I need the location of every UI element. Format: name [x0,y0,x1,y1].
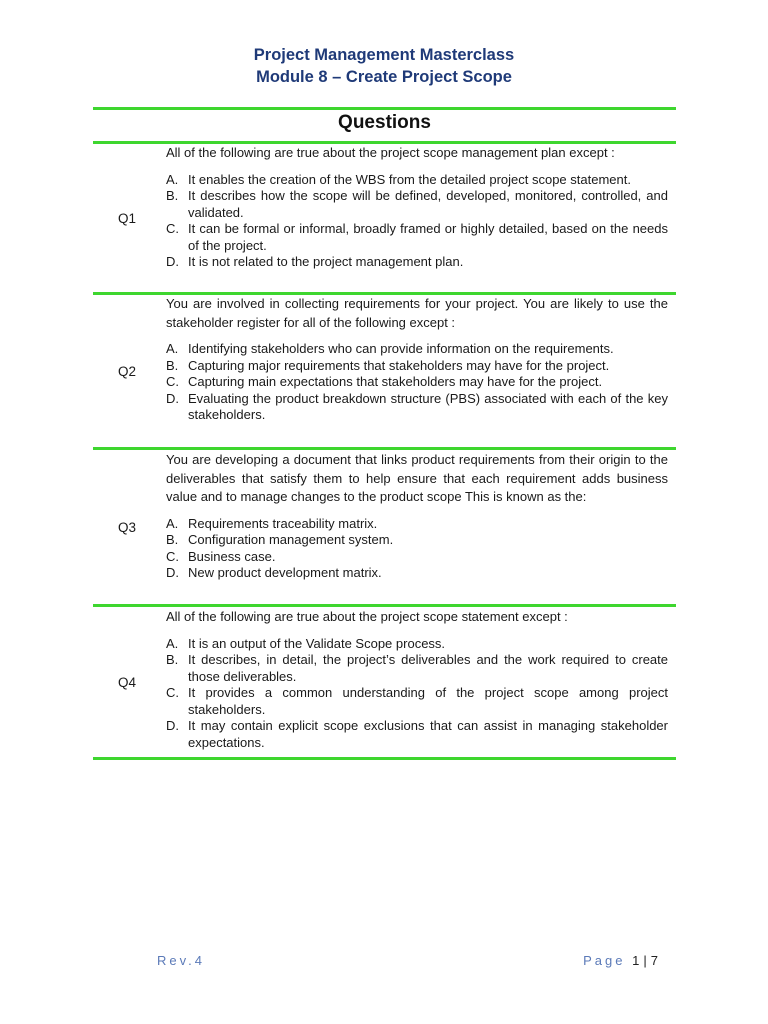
option-letter: C. [166,374,179,389]
page-number [583,953,658,968]
option-text: It enables the creation of the WBS from the detailed project scope statement. [188,171,631,187]
option-text: Configuration management system. [188,532,394,547]
option-letter: C. [166,685,179,700]
option-letter: B. [166,652,179,667]
option-text: It describes how the scope will be defined, developed, monitored, controlled, and validated. [188,188,668,220]
divider-q3 [93,604,676,607]
option-letter: A. [166,341,179,356]
option-letter: B. [166,188,179,203]
question-label-q3: Q3 [117,520,136,535]
page-word: Page [583,953,626,968]
option-text: Identifying stakeholders who can provide information on the requirements. [188,341,614,356]
option-text: Business case. [188,548,276,564]
answer-option-b [166,532,668,549]
option-letter: A. [166,515,179,531]
option-text: Capturing major requirements that stakeholders may have for the project. [188,357,610,373]
answer-option-b [166,358,668,375]
answer-option-a [166,516,668,533]
option-letter: B. [166,532,179,547]
answer-option-b [166,652,668,685]
answer-option-c [166,221,668,254]
divider-q2 [93,447,676,450]
answer-option-c [166,685,668,718]
answer-option-b [166,188,668,221]
page-total: 7 [650,953,658,968]
option-text: Capturing main expectations that stakeholders may have for the project. [188,374,603,389]
answer-option-d [166,391,668,424]
question-q2 [166,295,668,424]
page-current: 1 [632,953,640,968]
question-stem: You are involved in collecting requirements for your project. You are likely to use the stakeholder register for all of the following except : [166,296,668,330]
option-text: Evaluating the product breakdown structure (PBS) associated with each of the key stakeholders. [188,390,668,422]
option-text: Requirements traceability matrix. [188,515,378,531]
option-letter: B. [166,357,179,373]
question-q4 [166,608,668,751]
option-letter: D. [166,390,179,406]
question-stem: You are developing a document that links product requirements from their origin to the deliverables that satisfy them to help ensure that each requirement adds business value and to manage changes to the product scope This is known as the: [166,452,668,504]
divider-top [93,107,676,110]
option-letter: D. [166,254,179,269]
question-q1 [166,144,668,271]
option-letter: A. [166,635,179,651]
answer-option-c [166,549,668,566]
answer-option-d [166,254,668,271]
divider-bottom [93,757,676,760]
option-text: New product development matrix. [188,565,382,580]
page-separator: | [643,953,647,968]
question-q3 [166,451,668,582]
module-title: Module 8 – Create Project Scope [256,68,512,86]
answer-option-a [166,341,668,358]
option-text: It can be formal or informal, broadly framed or highly detailed, based on the needs of the project. [188,221,668,253]
option-text: It provides a common understanding of the project scope among project stakeholders. [188,685,668,717]
question-label-q2: Q2 [117,364,136,379]
answer-option-a [166,172,668,189]
revision-label: Rev.4 [157,953,205,968]
option-text: It describes, in detail, the project’s deliverables and the work required to create those deliverables. [188,652,668,684]
option-letter: C. [166,548,179,564]
option-text: It is not related to the project management plan. [188,254,464,269]
option-text: It may contain explicit scope exclusions that can assist in managing stakeholder expectations. [188,718,668,750]
section-title: Questions [338,112,431,133]
question-label-q1: Q1 [117,211,136,226]
option-letter: D. [166,718,179,733]
answer-option-d [166,565,668,582]
answer-option-a [166,636,668,653]
answer-option-d [166,718,668,751]
answer-option-c [166,374,668,391]
course-title: Project Management Masterclass [253,46,515,64]
question-stem: All of the following are true about the project scope management plan except : [166,145,615,160]
option-letter: C. [166,221,179,236]
option-letter: D. [166,565,179,580]
option-text: It is an output of the Validate Scope process. [188,635,446,651]
question-stem: All of the following are true about the project scope statement except : [166,609,568,624]
document-header [0,44,768,88]
option-letter: A. [166,171,179,187]
question-label-q4: Q4 [117,675,136,690]
